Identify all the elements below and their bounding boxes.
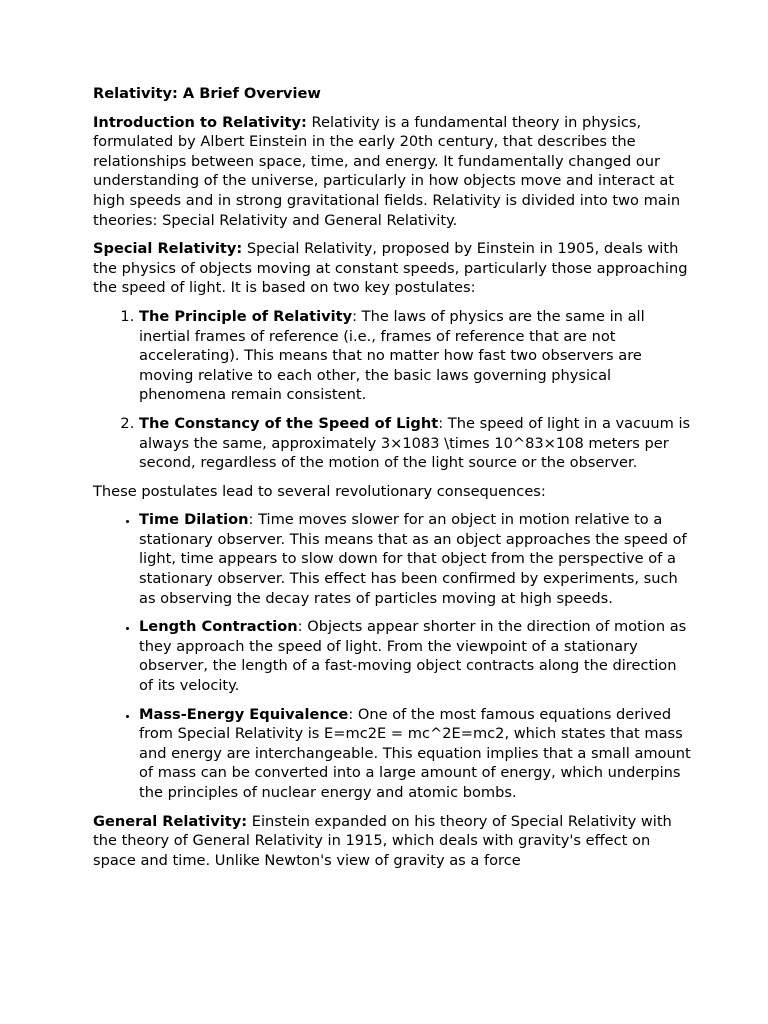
intro-paragraph xyxy=(93,113,693,231)
postulate-text: : The speed of light in a vacuum is always the same, approximately 3×1083 \times 10^83×108 meters per second, regardless of the motion of the light source or the observer. xyxy=(139,414,691,472)
postulates-list xyxy=(93,307,693,473)
intro-text: Relativity is a fundamental theory in physics, formulated by Albert Einstein in the early 20th century, that describes the relationships between space, time, and energy. It fundamentally changed our understanding of the universe, particularly in how objects move and interact at high speeds and in strong gravitational fields. Relativity is divided into two main theories: Special Relativity and General Relativity. xyxy=(93,113,681,229)
consequence-text: : Objects appear shorter in the direction of motion as they approach the speed of light. From the viewpoint of a stationary observer, the length of a fast-moving object contracts along the direction of its velocity. xyxy=(139,618,687,695)
special-relativity-text: Special Relativity, proposed by Einstein in 1905, deals with the physics of objects moving at constant speeds, particularly those approaching the speed of light. It is based on two key postulates: xyxy=(93,240,688,297)
consequence-item xyxy=(139,510,693,608)
special-relativity-heading: Special Relativity: xyxy=(93,240,243,258)
general-relativity-text: Einstein expanded on his theory of Special Relativity with the theory of General Relativity in 1915, which deals with gravity's effect on space and time. Unlike Newton's view of gravity as a force xyxy=(93,812,672,869)
consequence-term: Time Dilation xyxy=(139,511,249,529)
consequence-item xyxy=(139,617,693,695)
consequence-item xyxy=(139,705,693,803)
general-relativity-heading: General Relativity: xyxy=(93,812,248,830)
document-page xyxy=(93,84,693,879)
document-title: Relativity: A Brief Overview xyxy=(93,85,321,102)
consequence-text: : Time moves slower for an object in motion relative to a stationary observer. This means that as an object approaches the speed of light, time appears to slow down for that object from the perspective of a stationary observer. This effect has been confirmed by experiments, such as observing the decay rates of particles moving at high speeds. xyxy=(139,511,687,607)
consequence-term: Length Contraction xyxy=(139,618,298,636)
special-relativity-paragraph xyxy=(93,239,693,298)
consequences-intro: These postulates lead to several revolutionary consequences: xyxy=(93,482,546,500)
intro-heading: Introduction to Relativity: xyxy=(93,113,307,131)
general-relativity-paragraph xyxy=(93,812,693,871)
consequence-text: : One of the most famous equations derived from Special Relativity is E=mc2E = mc^2E=mc2, which states that mass and energy are interchangeable. This equation implies that a small amount of mass can be converted into a large amount of energy, which underpins the principles of nuclear energy and atomic bombs. xyxy=(139,705,691,801)
postulate-text: : The laws of physics are the same in all inertial frames of reference (i.e., frames of reference that are not accelerating). This means that no matter how fast two observers are moving relative to each other, the basic laws governing physical phenomena remain consistent. xyxy=(139,307,645,404)
postulate-item xyxy=(139,307,693,405)
consequences-list xyxy=(93,510,693,802)
consequence-term: Mass-Energy Equivalence xyxy=(139,705,349,723)
postulate-term: The Constancy of the Speed of Light xyxy=(139,414,439,432)
postulate-item xyxy=(139,414,693,473)
postulate-term: The Principle of Relativity xyxy=(139,307,353,325)
